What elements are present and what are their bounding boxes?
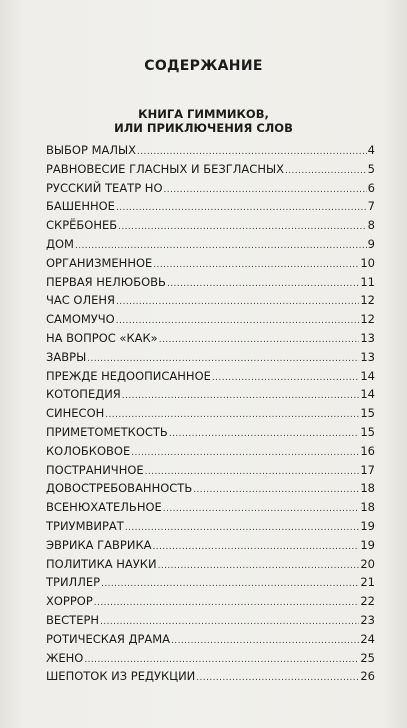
toc-entry bbox=[46, 350, 375, 369]
toc-entry bbox=[46, 256, 375, 275]
toc-entry-page: 21 bbox=[360, 575, 375, 590]
toc-entry-title: ШЕПОТОК ИЗ РЕДУКЦИИ bbox=[46, 669, 196, 684]
toc-leader-dots bbox=[131, 448, 359, 458]
section-title-line-2: ИЛИ ПРИКЛЮЧЕНИЯ СЛОВ bbox=[114, 121, 293, 135]
toc-entry-title: КОЛОБКОВОЕ bbox=[46, 443, 131, 458]
toc-entry-title: РАВНОВЕСИЕ ГЛАСНЫХ И БЕЗГЛАСНЫХ bbox=[46, 161, 285, 176]
toc-entry bbox=[46, 594, 375, 613]
toc-entry bbox=[46, 651, 375, 670]
toc-leader-dots bbox=[153, 260, 359, 270]
toc-leader-dots bbox=[101, 579, 359, 589]
toc-entry bbox=[46, 143, 375, 162]
toc-entry-page: 13 bbox=[360, 349, 375, 364]
toc-entry-page: 7 bbox=[367, 199, 375, 214]
toc-entry-title: ПОЛИТИКА НАУКИ bbox=[46, 556, 157, 571]
toc-entry-page: 16 bbox=[360, 443, 375, 458]
toc-entry-page: 26 bbox=[360, 669, 375, 684]
toc-leader-dots bbox=[196, 673, 359, 683]
table-of-contents bbox=[46, 143, 375, 688]
toc-entry-page: 25 bbox=[360, 650, 375, 665]
toc-entry bbox=[46, 312, 375, 331]
toc-leader-dots bbox=[87, 354, 359, 364]
toc-entry-title: ЖЕНО bbox=[46, 650, 84, 665]
toc-leader-dots bbox=[100, 617, 359, 627]
toc-entry-page: 24 bbox=[360, 631, 375, 646]
toc-leader-dots bbox=[105, 410, 359, 420]
toc-leader-dots bbox=[116, 316, 360, 326]
toc-entry-title: НА ВОПРОС «КАК» bbox=[46, 330, 158, 345]
toc-leader-dots bbox=[158, 561, 360, 571]
toc-entry bbox=[46, 293, 375, 312]
toc-entry-page: 9 bbox=[367, 236, 375, 251]
toc-entry-title: ЭВРИКА ГАВРИКА bbox=[46, 537, 152, 552]
toc-leader-dots bbox=[122, 391, 360, 401]
toc-leader-dots bbox=[212, 373, 359, 383]
toc-entry-title: СИНЕСОН bbox=[46, 406, 105, 421]
toc-entry-title: ПРИМЕТОМЕТКОСТЬ bbox=[46, 424, 168, 439]
toc-entry bbox=[46, 519, 375, 538]
toc-leader-dots bbox=[169, 429, 360, 439]
toc-entry-title: ДОВОСТРЕБОВАННОСТЬ bbox=[46, 481, 193, 496]
toc-entry bbox=[46, 181, 375, 200]
toc-entry-page: 12 bbox=[360, 312, 375, 327]
toc-leader-dots bbox=[137, 147, 367, 157]
toc-entry-title: ТРИЛЛЕР bbox=[46, 575, 101, 590]
toc-entry-page: 22 bbox=[360, 594, 375, 609]
toc-leader-dots bbox=[171, 636, 359, 646]
toc-entry-title: ВСЕНЮХАТЕЛЬНОЕ bbox=[46, 500, 162, 515]
toc-leader-dots bbox=[116, 297, 359, 307]
toc-entry-page: 14 bbox=[360, 368, 375, 383]
toc-entry-page: 15 bbox=[360, 424, 375, 439]
toc-entry-page: 10 bbox=[360, 255, 375, 270]
toc-entry-title: ВЕСТЕРН bbox=[46, 612, 100, 627]
toc-leader-dots bbox=[94, 598, 360, 608]
toc-entry bbox=[46, 575, 375, 594]
toc-leader-dots bbox=[163, 504, 360, 514]
toc-entry-title: ТРИУМВИРАТ bbox=[46, 518, 124, 533]
toc-leader-dots bbox=[167, 279, 359, 289]
toc-leader-dots bbox=[145, 467, 360, 477]
toc-entry bbox=[46, 199, 375, 218]
toc-entry-title: ВЫБОР МАЛЫХ bbox=[46, 143, 137, 157]
toc-entry-page: 18 bbox=[360, 500, 375, 515]
toc-entry bbox=[46, 237, 375, 256]
section-title-line-1: КНИГА ГИММИКОВ, bbox=[138, 107, 269, 121]
toc-entry-title: СКРЁБОНЕБ bbox=[46, 218, 118, 233]
toc-entry bbox=[46, 406, 375, 425]
toc-entry bbox=[46, 425, 375, 444]
toc-entry bbox=[46, 500, 375, 519]
toc-entry bbox=[46, 275, 375, 294]
toc-entry-page: 4 bbox=[367, 143, 375, 157]
toc-leader-dots bbox=[116, 203, 367, 213]
toc-entry-title: РУССКИЙ ТЕАТР НО bbox=[46, 180, 163, 195]
toc-leader-dots bbox=[118, 222, 367, 232]
page-title: СОДЕРЖАНИЕ bbox=[144, 58, 263, 74]
toc-entry-page: 19 bbox=[360, 518, 375, 533]
toc-entry bbox=[46, 387, 375, 406]
toc-leader-dots bbox=[285, 166, 367, 176]
toc-entry-page: 15 bbox=[360, 406, 375, 421]
toc-entry bbox=[46, 444, 375, 463]
toc-entry-page: 14 bbox=[360, 387, 375, 402]
toc-entry bbox=[46, 463, 375, 482]
toc-leader-dots bbox=[159, 335, 360, 345]
toc-entry bbox=[46, 669, 375, 688]
toc-entry-title: ПРЕЖДЕ НЕДООПИСАННОЕ bbox=[46, 368, 211, 383]
toc-entry bbox=[46, 632, 375, 651]
toc-entry-page: 19 bbox=[360, 537, 375, 552]
toc-leader-dots bbox=[125, 523, 360, 533]
toc-entry-title: ХОРРОР bbox=[46, 594, 93, 609]
toc-entry-page: 18 bbox=[360, 481, 375, 496]
toc-entry-page: 23 bbox=[360, 612, 375, 627]
toc-entry-title: ОРГАНИЗМЕННОЕ bbox=[46, 255, 153, 270]
toc-entry bbox=[46, 369, 375, 388]
toc-entry-title: САМОМУЧО bbox=[46, 312, 115, 327]
toc-entry-title: ПЕРВАЯ НЕЛЮБОВЬ bbox=[46, 274, 166, 289]
toc-entry-page: 8 bbox=[367, 218, 375, 233]
toc-leader-dots bbox=[84, 655, 359, 665]
toc-leader-dots bbox=[164, 185, 367, 195]
toc-entry bbox=[46, 162, 375, 181]
toc-entry bbox=[46, 331, 375, 350]
toc-leader-dots bbox=[152, 542, 359, 552]
toc-entry bbox=[46, 613, 375, 632]
toc-entry bbox=[46, 538, 375, 557]
toc-entry-title: ЧАС ОЛЕНЯ bbox=[46, 293, 116, 308]
toc-leader-dots bbox=[75, 241, 367, 251]
toc-entry-title: РОТИЧЕСКАЯ ДРАМА bbox=[46, 631, 171, 646]
toc-entry-page: 13 bbox=[360, 330, 375, 345]
toc-leader-dots bbox=[193, 485, 359, 495]
section-title bbox=[0, 107, 407, 135]
toc-entry bbox=[46, 481, 375, 500]
toc-entry bbox=[46, 557, 375, 576]
toc-entry-page: 20 bbox=[360, 556, 375, 571]
toc-entry-page: 17 bbox=[360, 462, 375, 477]
toc-entry-page: 12 bbox=[360, 293, 375, 308]
toc-entry-title: БАШЕННОЕ bbox=[46, 199, 115, 214]
toc-entry-page: 11 bbox=[360, 274, 375, 289]
toc-entry-title: КОТОПЕДИЯ bbox=[46, 387, 121, 402]
toc-entry-page: 5 bbox=[367, 161, 375, 176]
toc-entry-title: ПОСТРАНИЧНОЕ bbox=[46, 462, 144, 477]
toc-entry-title: ЗАВРЫ bbox=[46, 349, 87, 364]
toc-entry-title: ДОМ bbox=[46, 236, 74, 251]
toc-entry bbox=[46, 218, 375, 237]
toc-entry-page: 6 bbox=[367, 180, 375, 195]
